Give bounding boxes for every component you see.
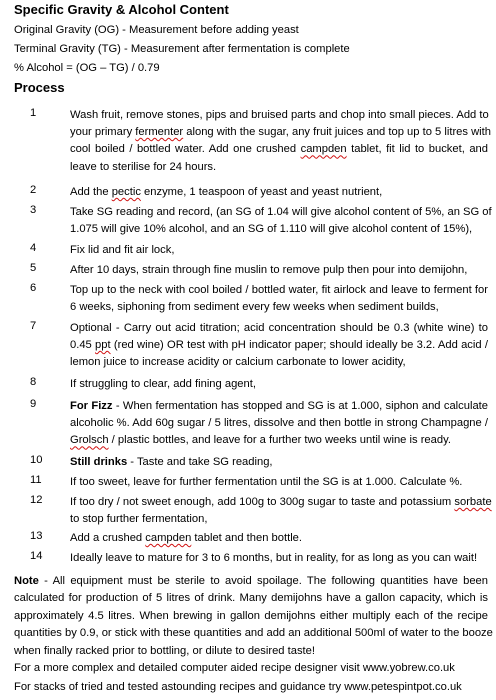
note-label: Note: [14, 575, 39, 587]
step-row: [70, 398, 488, 415]
step-text: [70, 550, 488, 567]
step-row: cool boiled / bottled water. Add one crushed campden tablet, fit lid to bucket, and: [70, 143, 488, 156]
step-number: 5: [30, 262, 37, 274]
step-text: [70, 282, 488, 316]
step-number: 10: [30, 454, 43, 466]
step-text: [70, 494, 492, 528]
step-row: [70, 454, 488, 471]
step-row: 6 weeks, siphoning from sediment every few weeks when sediment builds,: [70, 301, 439, 314]
step-row: your primary fermenter along with the sugar, any fruit juices and top up to 5 litres with: [70, 126, 491, 139]
step-row: Wash fruit, remove stones, pips and bruised parts and chop into small pieces. Add to: [70, 109, 489, 121]
step-number: 7: [30, 320, 37, 332]
step-row: Fix lid and fit air lock,: [70, 244, 175, 256]
for-fizz-label: For Fizz: [70, 400, 113, 412]
step-row: 0.45 ppt (red wine) OR test with pH indicator paper; should ideally be 3.2. Add acid /: [70, 339, 488, 352]
step-row: If struggling to clear, add fining agent,: [70, 378, 256, 390]
step-row-text: - Taste and take SG reading,: [127, 456, 273, 468]
step-text: [70, 454, 488, 471]
step-row: to stop further fermentation,: [70, 513, 208, 526]
step-row: 1.075 will give 10% alcohol, and an SG of 1.110 will give alcohol content of 15%),: [70, 223, 473, 236]
step-text: [70, 107, 491, 176]
step-text: [70, 474, 488, 491]
step-text: [70, 320, 488, 372]
step-row: Add the pectic enzyme, 1 teaspoon of yeast and yeast nutrient,: [70, 186, 383, 198]
step-row: Ideally leave to mature for 3 to 6 months, but in reality, for as long as you can wait!: [70, 552, 478, 564]
spellcheck-flag: campden: [300, 143, 347, 156]
step-number: 1: [30, 107, 37, 119]
step-text: [70, 204, 492, 238]
definition-tg: Terminal Gravity (TG) - Measurement after fermentation is complete: [14, 43, 350, 55]
step-number: 8: [30, 376, 37, 388]
step-row: lemon juice to increase acidity or calcium carbonate to lower acidity,: [70, 356, 406, 369]
footer-petespintpot: For stacks of tried and tested astounding recipes and guidance try www.petespintpot.co.uk: [14, 681, 462, 693]
definition-og: Original Gravity (OG) - Measurement before adding yeast: [14, 24, 299, 36]
note-row: when finally racked prior to bottling, or dilute to desired taste!: [14, 644, 315, 657]
step-number: 3: [30, 204, 37, 216]
step-row: If too sweet, leave for further fermentation until the SG is at 1.000. Calculate %.: [70, 476, 463, 488]
step-number: 9: [30, 398, 37, 410]
step-text: [70, 242, 488, 259]
step-text: [70, 398, 488, 450]
step-text: [70, 262, 488, 279]
definition-alcohol-formula: % Alcohol = (OG – TG) / 0.79: [14, 62, 160, 74]
spellcheck-flag: sorbate: [454, 496, 492, 508]
step-number: 14: [30, 550, 43, 562]
step-row: leave to sterilise for 24 hours.: [70, 160, 217, 173]
spellcheck-flag: ppt: [95, 339, 111, 352]
step-text: [70, 376, 488, 393]
step-row: alcoholic %. Add 60g sugar / 5 litres, dissolve and then bottle in strong Champagne /: [70, 417, 488, 430]
step-number: 4: [30, 242, 37, 254]
step-number: 6: [30, 282, 37, 294]
step-row: If too dry / not sweet enough, add 100g to 300g sugar to taste and potassium sorbate: [70, 496, 492, 508]
step-number: 11: [30, 474, 42, 486]
step-row: Optional - Carry out acid titration; acid concentration should be 0.3 (white wine) to: [70, 322, 488, 334]
page-title: Specific Gravity & Alcohol Content: [14, 2, 229, 17]
note-row: [14, 573, 488, 590]
step-row: After 10 days, strain through fine muslin to remove pulp then pour into demijohn,: [70, 264, 468, 276]
note-paragraph: [14, 573, 493, 660]
step-number: 2: [30, 184, 37, 196]
footer-yobrew: For a more complex and detailed computer aided recipe designer visit www.yobrew.co.uk: [14, 662, 455, 674]
spellcheck-flag: campden: [145, 532, 192, 544]
step-row: Top up to the neck with cool boiled / bottled water, fit airlock and leave to ferment for: [70, 284, 488, 296]
spellcheck-flag: fermenter: [135, 126, 184, 139]
step-text: [70, 184, 488, 201]
step-row-text: - When fermentation has stopped and SG is at 1.000, siphon and calculate: [112, 400, 488, 412]
step-row: Take SG reading and record, (an SG of 1.04 will give alcohol content of 5%, an SG of: [70, 206, 492, 218]
note-row: approximately 4.5 litres. When brewing in gallon demijohns either multiply each of the recipe: [14, 609, 488, 622]
step-number: 12: [30, 494, 43, 506]
still-drinks-label: Still drinks: [70, 456, 128, 468]
note-row-text: - All equipment must be sterile to avoid spoilage. The following quantities have been: [38, 575, 488, 587]
spellcheck-flag: pectic: [111, 186, 141, 198]
note-row: calculated for production of 5 litres of drink. Many demijohns have a gallon capacity, which is: [14, 592, 488, 605]
step-text: [70, 530, 488, 547]
step-number: 13: [30, 530, 43, 542]
note-row: quantities by 0.9, or stick with these quantities and add an additional 500ml of water to the booze: [14, 627, 493, 640]
step-row: Add a crushed campden tablet and then bottle.: [70, 532, 303, 544]
step-row: Grolsch / plastic bottles, and leave for a further two weeks until wine is ready.: [70, 434, 451, 447]
spellcheck-flag: Grolsch: [70, 434, 109, 447]
process-heading: Process: [14, 80, 65, 95]
